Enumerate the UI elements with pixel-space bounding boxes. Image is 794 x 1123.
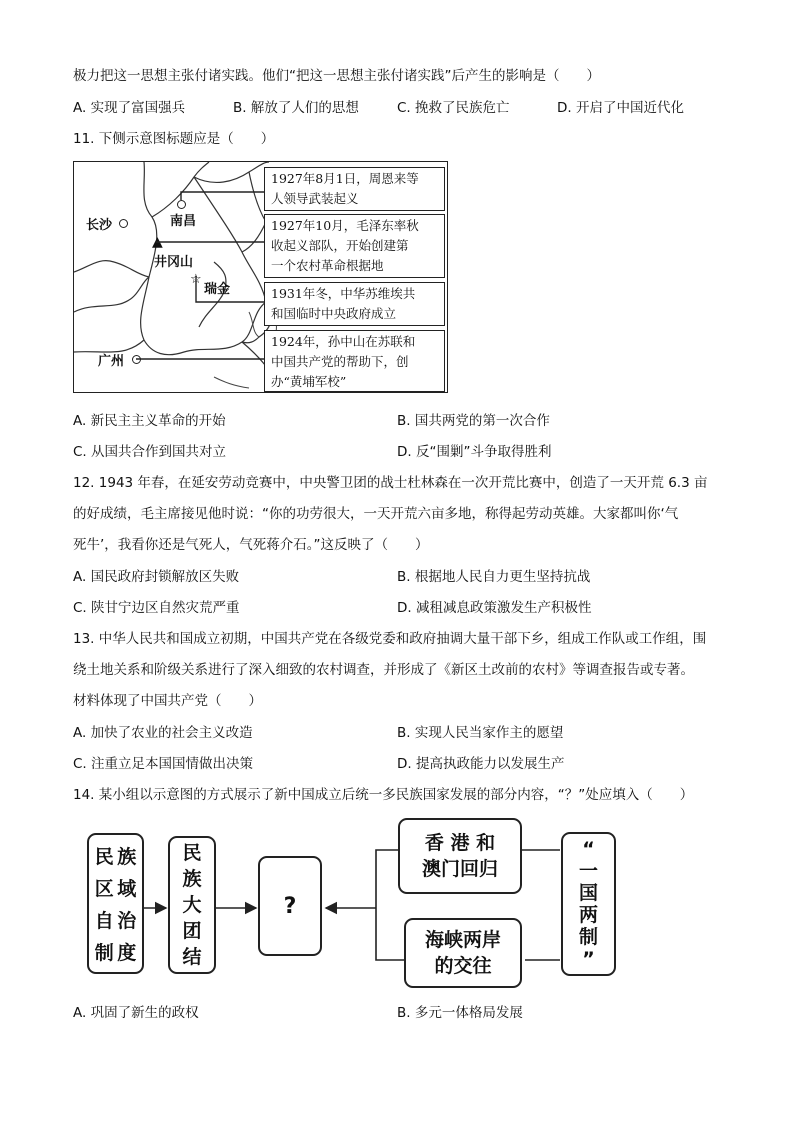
box-char: 国 xyxy=(578,882,598,904)
city-nanchang: 南昌 xyxy=(170,214,197,229)
q14-option-a: A. 巩固了新生的政权 xyxy=(73,1005,199,1021)
city-guangzhou: 广州 xyxy=(98,354,125,369)
q11-option-d: D. 反“围剿”斗争取得胜利 xyxy=(397,444,552,460)
q12-option-d: D. 减租减息政策激发生产积极性 xyxy=(397,600,592,616)
box-line: 海峡两岸 xyxy=(424,929,501,951)
callout-soviet-government: 1931年冬，中华苏维埃共 和国临时中央政府成立 xyxy=(264,282,445,326)
q10-option-b: B. 解放了人们的思想 xyxy=(233,100,359,116)
box-char: 民 xyxy=(182,842,202,864)
box-char: 族 xyxy=(182,868,202,890)
triangle-marker-icon: ▲ xyxy=(152,234,163,250)
q13-stem-line-1: 13. 中华人民共和国成立初期，中国共产党在各级党委和政府抽调大量干部下乡，组成工作队或工作组，围 xyxy=(73,631,707,647)
box-hk-macau-return xyxy=(398,818,522,894)
q13-option-c: C. 注重立足本国国情做出决策 xyxy=(73,756,254,772)
callout-whampoa: 1924年，孙中山在苏联和 中国共产党的帮助下，创 办“黄埔军校” xyxy=(264,330,445,392)
box-char: 域 xyxy=(117,877,137,900)
box-char: 一 xyxy=(578,860,598,882)
box-char: 治 xyxy=(117,910,137,933)
box-one-country-two-systems xyxy=(561,832,616,976)
box-line: 香 港 和 xyxy=(424,832,496,854)
box-char: 度 xyxy=(117,942,137,965)
q13-option-b: B. 实现人民当家作主的愿望 xyxy=(397,725,564,741)
q11-option-b: B. 国共两党的第一次合作 xyxy=(397,413,550,429)
box-regional-autonomy xyxy=(87,833,144,974)
callout-autumn-harvest: 1927年10月，毛泽东率秋 收起义部队，开始创建第 一个农村革命根据地 xyxy=(264,214,445,278)
city-changsha: 长沙 xyxy=(86,218,113,233)
q11-option-a: A. 新民主主义革命的开始 xyxy=(73,413,226,429)
box-question-mark: ? xyxy=(258,856,322,956)
box-char: 族 xyxy=(117,845,137,868)
box-char: ” xyxy=(582,948,595,970)
box-char: 自 xyxy=(94,910,114,933)
box-char: 大 xyxy=(182,894,202,916)
q11-map xyxy=(73,161,448,393)
box-char: 制 xyxy=(94,942,114,965)
q12-stem-line-3: 死牛’，我看你还是气死人，气死蒋介石。”这反映了（ ） xyxy=(73,537,429,553)
box-line: 澳门回归 xyxy=(421,858,498,880)
box-char: 结 xyxy=(182,946,202,968)
q13-option-a: A. 加快了农业的社会主义改造 xyxy=(73,725,253,741)
q10-option-a: A. 实现了富国强兵 xyxy=(73,100,186,116)
q12-option-c: C. 陕甘宁边区自然灾荒严重 xyxy=(73,600,240,616)
box-char: 制 xyxy=(578,926,598,948)
q13-stem-line-3: 材料体现了中国共产党（ ） xyxy=(73,693,262,709)
q11-stem: 11. 下侧示意图标题应是（ ） xyxy=(73,131,275,147)
callout-nanchang-uprising: 1927年8月1日，周恩来等 人领导武装起义 xyxy=(264,167,445,211)
q10-option-d: D. 开启了中国近代化 xyxy=(557,100,684,116)
box-char: 两 xyxy=(578,904,598,926)
q13-stem-line-2: 绕土地关系和阶级关系进行了深入细致的农村调查，并形成了《新区土改前的农村》等调查报告或专著。 xyxy=(73,662,694,678)
q12-option-b: B. 根据地人民自力更生坚持抗战 xyxy=(397,569,591,585)
q13-option-d: D. 提高执政能力以发展生产 xyxy=(397,756,565,772)
box-char: 区 xyxy=(94,877,114,900)
q12-option-a: A. 国民政府封锁解放区失败 xyxy=(73,569,240,585)
box-char: 民 xyxy=(94,845,114,868)
city-ruijin: 瑞金 xyxy=(204,282,231,297)
q12-stem-line-1: 12. 1943 年春，在延安劳动竞赛中，中央警卫团的战士杜林森在一次开荒比赛中，创造了一天开荒 6.3 亩 xyxy=(73,475,708,491)
q14-option-b: B. 多元一体格局发展 xyxy=(397,1005,523,1021)
star-marker-icon: ☆ xyxy=(190,272,202,287)
q14-stem: 14. 某小组以示意图的方式展示了新中国成立后统一多民族国家发展的部分内容，“？”处应填入（ ） xyxy=(73,787,694,803)
q11-option-c: C. 从国共合作到国共对立 xyxy=(73,444,227,460)
q12-stem-line-2: 的好成绩，毛主席接见他时说：“你的功劳很大，一天开荒六亩多地，称得起劳动英雄。大家都叫你‘气 xyxy=(73,506,679,522)
box-line: 的交往 xyxy=(434,955,492,977)
box-char: “ xyxy=(582,838,595,860)
box-char: 团 xyxy=(182,920,202,942)
q10-stem-tail: 极力把这一思想主张付诸实践。他们“把这一思想主张付诸实践”后产生的影响是（ ） xyxy=(73,68,600,84)
box-cross-strait xyxy=(404,918,522,988)
q10-option-c: C. 挽救了民族危亡 xyxy=(397,100,510,116)
city-jinggangshan: 井冈山 xyxy=(154,255,194,270)
